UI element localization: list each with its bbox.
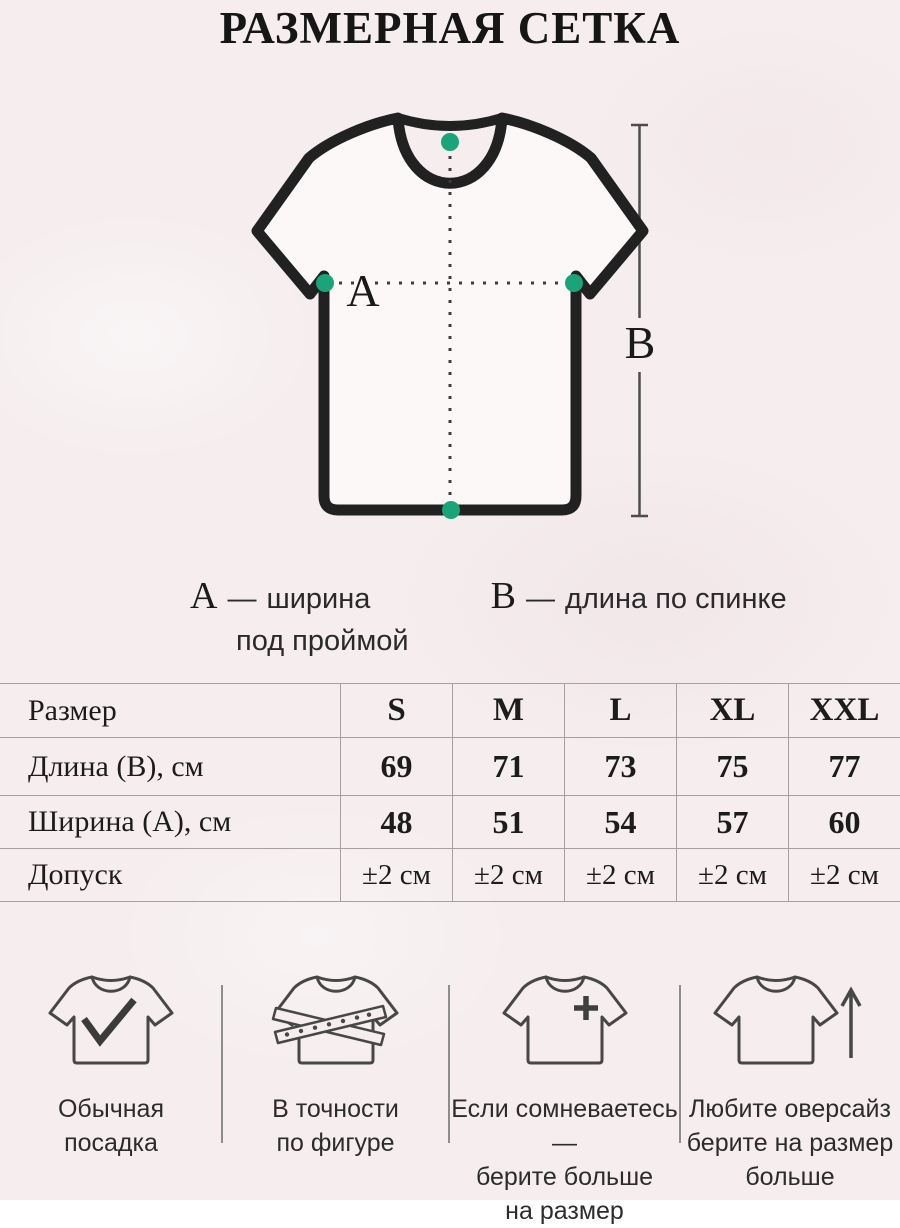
- tshirt-oversize-icon: [705, 964, 875, 1084]
- table-cell: 75: [676, 737, 788, 795]
- fit-option-regular: [0, 952, 222, 1228]
- table-header-size: Размер: [28, 693, 117, 727]
- table-cell: ±2 см: [452, 848, 564, 901]
- fit-guide-divider: [221, 985, 223, 1143]
- table-header-l: L: [564, 684, 676, 737]
- legend-length-text: длина по спинке: [564, 583, 787, 615]
- table-cell: 60: [788, 795, 900, 848]
- table-header-s: S: [340, 684, 452, 737]
- fit-caption: В точности по фигуре: [272, 1095, 399, 1157]
- fit-option-oversize: [680, 952, 900, 1228]
- legend-width: [190, 574, 409, 658]
- fit-caption: Любите оверсайз берите на размер больше: [686, 1095, 894, 1191]
- measurement-legend: [0, 574, 900, 658]
- fit-guide-divider: [679, 985, 681, 1143]
- legend-dash-b: —: [525, 583, 555, 615]
- fit-guide-divider: [448, 985, 450, 1143]
- diagram-label-a: А: [346, 265, 380, 316]
- legend-dash-a: —: [227, 583, 257, 615]
- table-cell: 57: [676, 795, 788, 848]
- table-cell: ±2 см: [676, 848, 788, 901]
- table-row-label: Длина (В), см: [0, 737, 340, 795]
- table-cell: 48: [340, 795, 452, 848]
- table-header-xl: XL: [676, 684, 788, 737]
- legend-width-text: ширина: [266, 583, 371, 615]
- legend-letter-a: А: [190, 575, 218, 617]
- table-cell: 71: [452, 737, 564, 795]
- fit-caption: Обычная посадка: [57, 1095, 164, 1157]
- fit-guide: [0, 952, 900, 1228]
- table-cell: ±2 см: [788, 848, 900, 901]
- tshirt-check-icon: [26, 964, 196, 1084]
- table-cell: ±2 см: [564, 848, 676, 901]
- tshirt-tape-icon: [251, 964, 421, 1084]
- table-cell: 51: [452, 795, 564, 848]
- table-row-label: Ширина (А), см: [0, 795, 340, 848]
- table-cell: 69: [340, 737, 452, 795]
- tshirt-collar-back: [398, 118, 502, 126]
- tshirt-plus-icon: [480, 964, 650, 1084]
- table-cell: 54: [564, 795, 676, 848]
- table-cell: 73: [564, 737, 676, 795]
- table-cell: 77: [788, 737, 900, 795]
- diagram-label-b: В: [624, 317, 656, 368]
- page-title: РАЗМЕРНАЯ СЕТКА: [219, 3, 681, 53]
- table-header-xxl: XXL: [788, 684, 900, 737]
- fit-option-exact: [222, 952, 449, 1228]
- tshirt-measurement-diagram: [0, 55, 900, 560]
- table-header-m: M: [452, 684, 564, 737]
- fit-option-size-up: [449, 952, 680, 1228]
- legend-length: [491, 574, 787, 618]
- arrow-up-icon: [842, 990, 860, 1058]
- table-row-label: Допуск: [0, 848, 340, 901]
- table-cell: ±2 см: [340, 848, 452, 901]
- size-table: [0, 683, 900, 902]
- legend-width-text-2: под проймой: [236, 625, 409, 657]
- fit-caption: Если сомневаетесь — берите больше на размер: [451, 1095, 678, 1225]
- legend-letter-b: В: [490, 575, 516, 617]
